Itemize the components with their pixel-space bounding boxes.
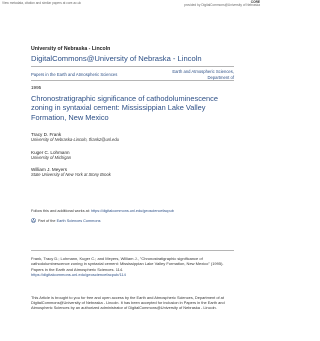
earth-sciences-commons-link[interactable]: Earth Sciences Commons — [56, 218, 101, 223]
core-label: CORE — [250, 0, 260, 4]
part-of-line — [38, 219, 100, 223]
department-link[interactable]: Earth and Atmospheric Sciences, Department of — [172, 69, 234, 80]
citation-divider — [31, 250, 234, 251]
author-name: Tracy D. Frank — [31, 132, 62, 137]
author-affiliation: University of Michigan — [31, 155, 72, 160]
network-icon — [31, 218, 36, 223]
part-of-prefix: Part of the — [38, 218, 57, 223]
publication-year: 1995 — [31, 85, 42, 90]
author-block-3 — [31, 167, 111, 177]
access-statement: This Article is brought to you for free and open access by the Earth and Atmospheric Sciences, Department of at DigitalCommons@University of Nebraska - Lincoln. It has been accepted for inclusion in Papers in the Earth and Atmospheric Sciences by an authorized administrator of DigitalCommons@University of Nebraska - Lincoln. — [31, 295, 225, 311]
article-title[interactable]: Chronostratigraphic significance of cathodoluminescence zoning in syntaxial cement: Mississippian Lake Valley Formation, New Mexico — [31, 94, 218, 122]
institution-name: University of Nebraska - Lincoln — [31, 46, 111, 52]
citation-text: Frank, Tracy D.; Lohmann, Kuger C.; and Meyers, William J., "Chronostratigraphic significance of cathodoluminescence zoning in syntaxial cement: Mississippian Lake Valley Formation, New Mexico" (1995). Papers in the Earth and Atmospheric Sciences. 114. — [31, 256, 224, 272]
series-divider — [31, 80, 234, 81]
collection-link[interactable]: https://digitalcommons.unl.edu/geosciencefacpub — [90, 209, 174, 213]
core-metadata-link[interactable]: View metadata, citation and similar papers at core.ac.uk — [2, 1, 81, 5]
author-name: William J. Meyers — [31, 167, 67, 172]
author-affiliation: University of Nebraska-Lincoln, tfrank2@unl.edu — [31, 137, 119, 142]
core-badge[interactable] — [184, 1, 260, 8]
follow-line — [31, 209, 174, 213]
author-block-1 — [31, 132, 119, 142]
repository-link[interactable]: DigitalCommons@University of Nebraska - Lincoln — [31, 54, 202, 63]
core-provided-by: provided by DigitalCommons@University of Nebraska — [183, 3, 260, 8]
header-divider — [31, 66, 234, 67]
author-name: Kuger C. Lohmann — [31, 150, 70, 155]
author-affiliation: State University of New York at Stony Brook — [31, 172, 111, 177]
follow-prefix: Follow this and additional works at: — [31, 209, 91, 213]
author-block-2 — [31, 150, 71, 160]
citation-url-link[interactable]: https://digitalcommons.unl.edu/geosciencefacpub/114 — [31, 271, 126, 277]
recommended-citation — [31, 256, 236, 277]
series-link[interactable]: Papers in the Earth and Atmospheric Sciences — [31, 72, 118, 77]
